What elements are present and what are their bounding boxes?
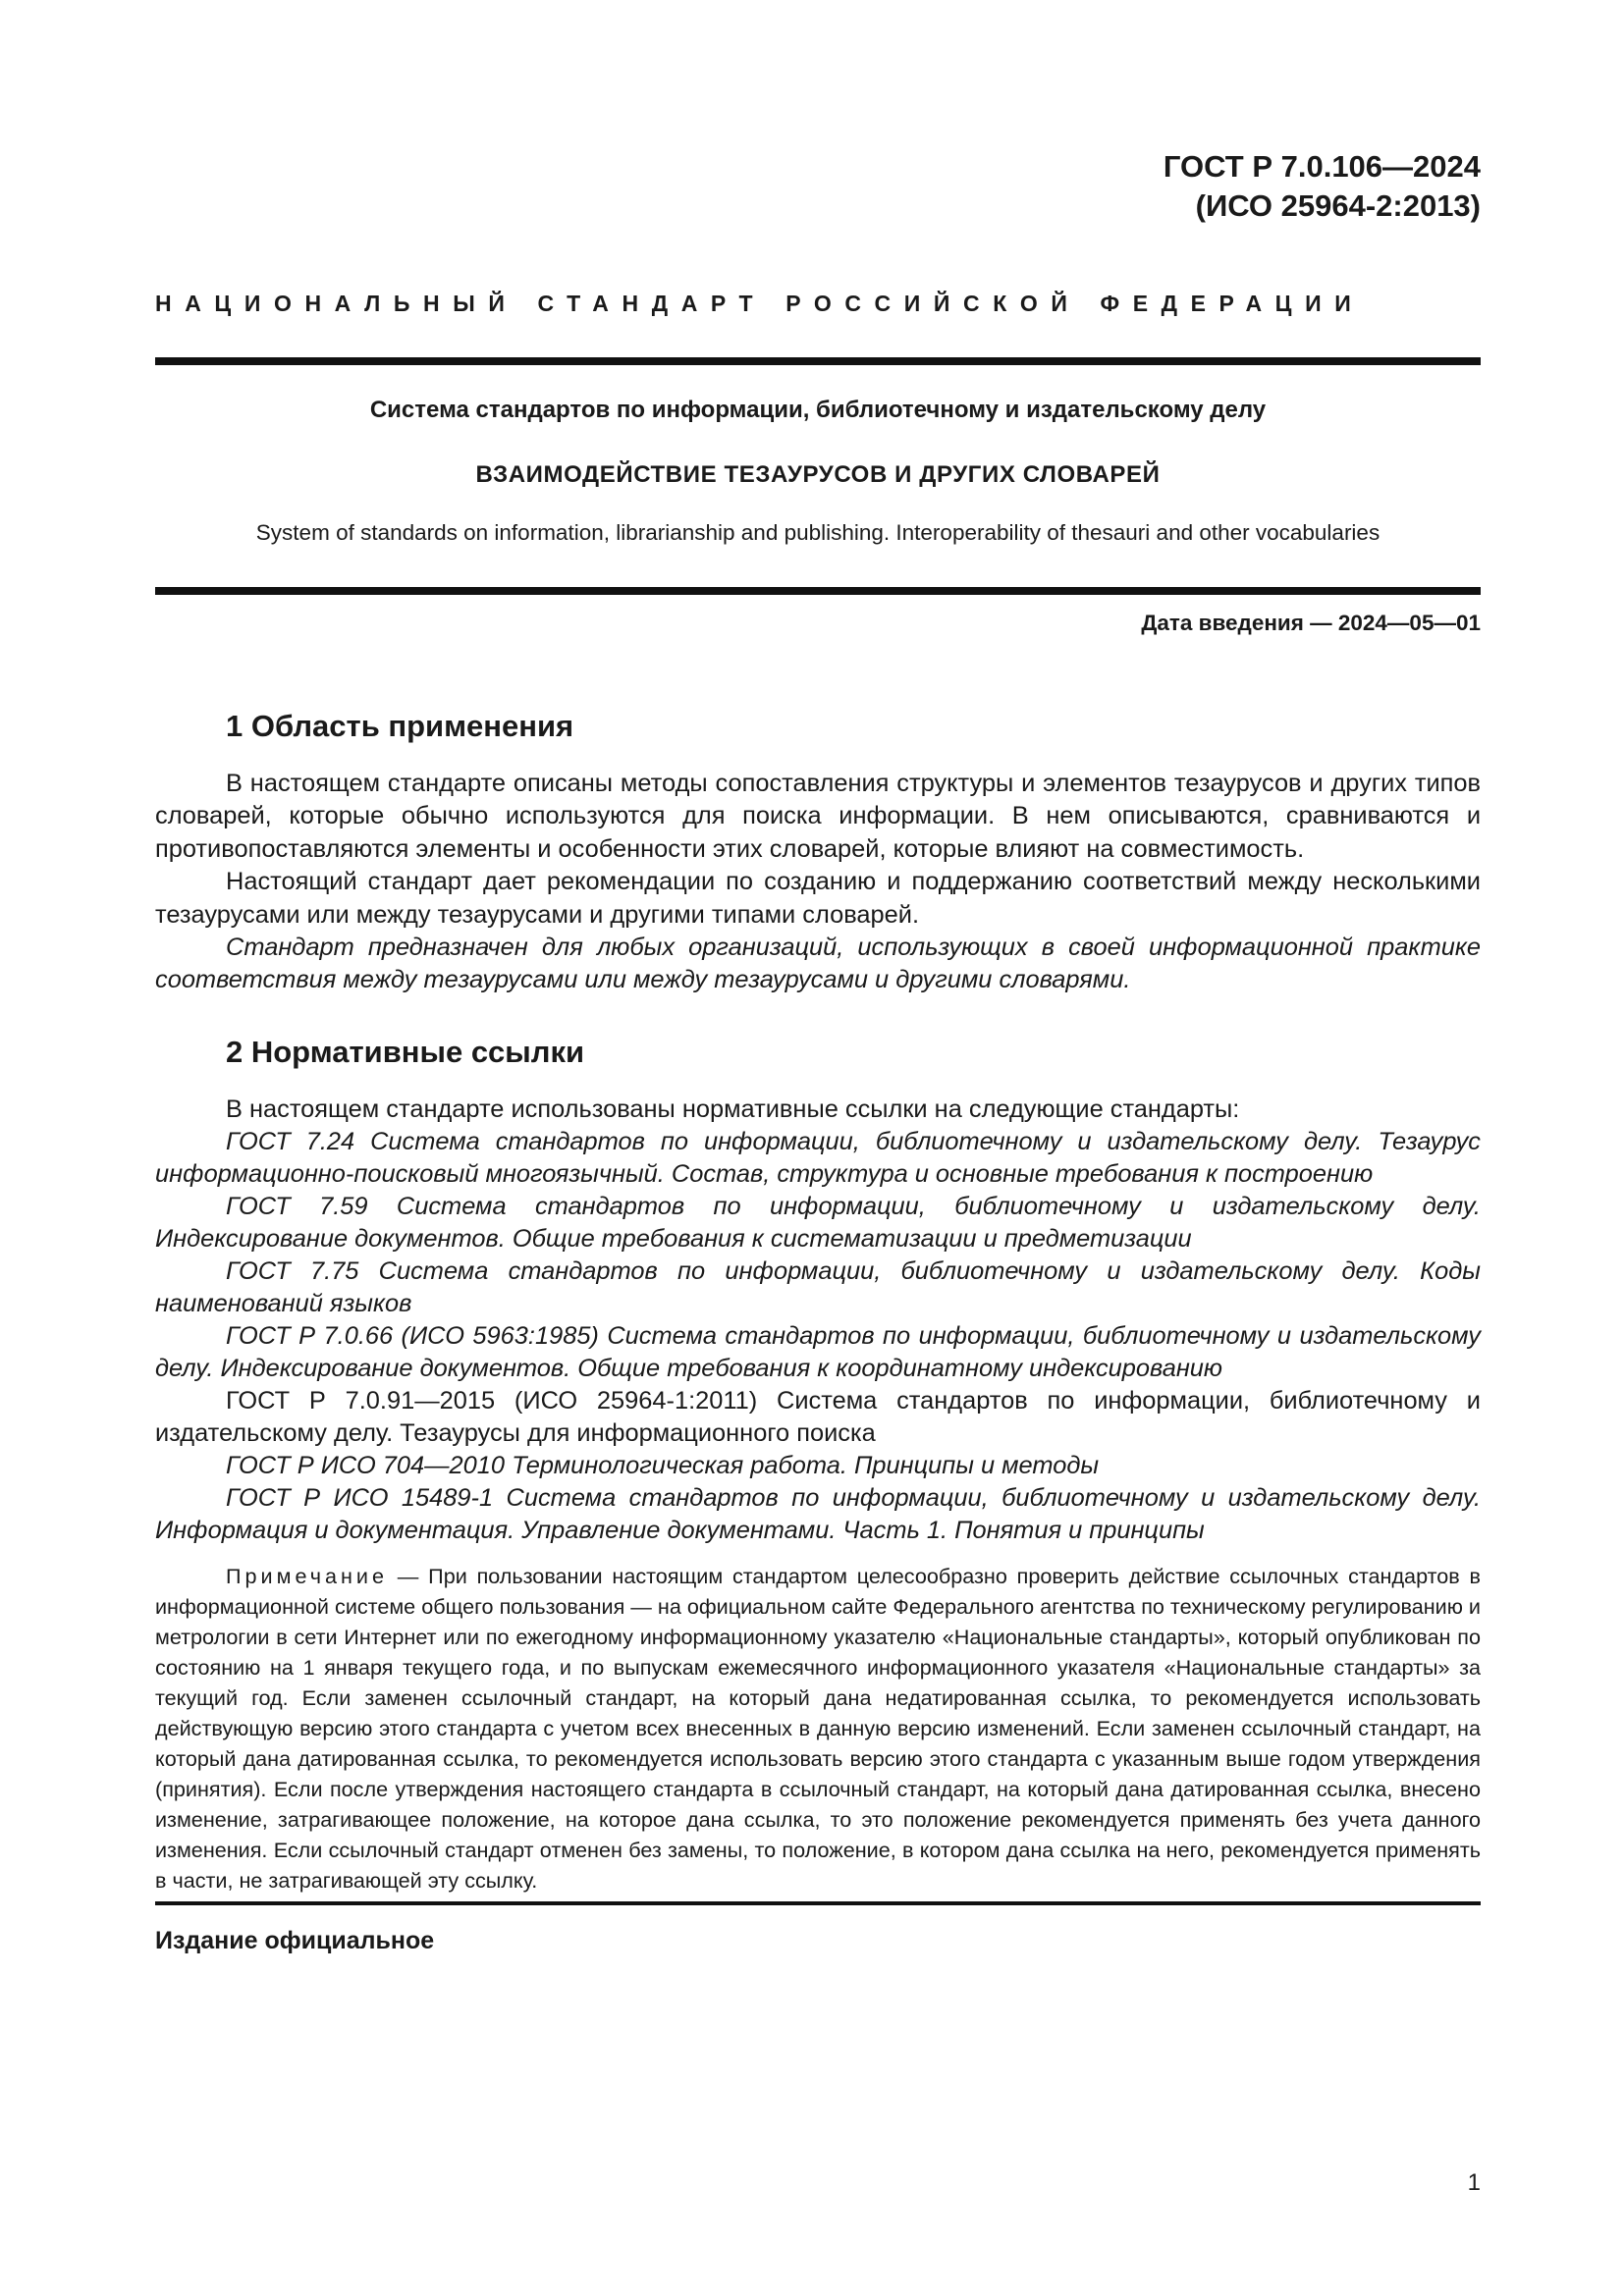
note-rule <box>155 1901 1481 1905</box>
main-title: ВЗАИМОДЕЙСТВИЕ ТЕЗАУРУСОВ И ДРУГИХ СЛОВАРЕЙ <box>475 461 1161 488</box>
introduction-date: Дата введения — 2024—05—01 <box>1141 611 1481 635</box>
series-title: Система стандартов по информации, библиотечному и издательскому делу <box>369 397 1267 423</box>
references-intro: В настоящем стандарте использованы нормативные ссылки на следующие стандарты: <box>226 1095 1240 1123</box>
standard-designation <box>1164 147 1481 226</box>
section-1-heading: 1 Область применения <box>226 709 574 743</box>
document-body <box>155 707 1481 1955</box>
normative-references <box>155 1094 1481 1547</box>
page-number: 1 <box>1467 2169 1481 2196</box>
reference-item: ГОСТ Р 7.0.91—2015 (ИСО 25964-1:2011) Система стандартов по информации, библиотечному и издательскому делу. Тезаурусы для информационного поиска <box>155 1386 1481 1447</box>
section-1-paragraph: Стандарт предназначен для любых организаций, использующих в своей информационной практике соответствия между тезаурусами или между тезаурусами и другими словарями. <box>155 934 1481 994</box>
english-title: System of standards on information, librarianship and publishing. Interoperability of thesauri and other vocabularies <box>255 520 1380 545</box>
note-label: Примечание <box>226 1563 388 1588</box>
reference-item: ГОСТ Р ИСО 704—2010 Терминологическая работа. Принципы и методы <box>226 1451 1100 1479</box>
reference-item: ГОСТ 7.24 Система стандартов по информации, библиотечному и издательскому делу. Тезаурус информационно-поисковый многоязычный. Состав, структура и основные требования к построению <box>155 1127 1481 1188</box>
national-standard-banner: НАЦИОНАЛЬНЫЙ СТАНДАРТ РОССИЙСКОЙ ФЕДЕРАЦИИ <box>155 291 1365 316</box>
reference-item: ГОСТ 7.59 Система стандартов по информации, библиотечному и издательскому делу. Индексирование документов. Общие требования к систематизации и предметизации <box>155 1192 1481 1253</box>
header-rule-top <box>155 357 1481 365</box>
reference-item: ГОСТ Р ИСО 15489-1 Система стандартов по информации, библиотечному и издательскому делу. Информация и документация. Управление документами. Часть 1. Понятия и принципы <box>155 1483 1481 1544</box>
section-1-paragraph: В настоящем стандарте описаны методы сопоставления структуры и элементов тезаурусов и других типов словарей, которые обычно используются для поиска информации. В нем описываются, сравниваются и противопоставляются элементы и особенности этих словарей, которые влияют на совместимость. <box>155 770 1481 863</box>
note-block <box>155 1561 1481 1896</box>
note-text: — При пользовании настоящим стандартом целесообразно проверить действие ссылочных стандартов в информационной системе общего пользования — на официальном сайте Федерального агентства по техническому регулированию и метрологии в сети Интернет или по ежегодному информационному указателю «Национальные стандарты», который опубликован по состоянию на 1 января текущего года, и по выпускам ежемесячного информационного указателя «Национальные стандарты» за текущий год. Если заменен ссылочный стандарт, на который дана недатированная ссылка, то рекомендуется использовать действующую версию этого стандарта с учетом всех внесенных в данную версию изменений. Если заменен ссылочный стандарт, на который дана датированная ссылка, то рекомендуется использовать версию этого стандарта с указанным выше годом утверждения (принятия). Если после утверждения настоящего стандарта в ссылочный стандарт, на который дана датированная ссылка, внесено изменение, затрагивающее положение, на которое дана ссылка, то это положение рекомендуется применять без учета данного изменения. Если ссылочный стандарт отменен без замены, то положение, в котором дана ссылка на него, рекомендуется применять в части, не затрагивающей эту ссылку. <box>155 1563 1481 1893</box>
designation-number: ГОСТ Р 7.0.106—2024 <box>1163 149 1481 184</box>
section-1-paragraph: Настоящий стандарт дает рекомендации по созданию и поддержанию соответствий между несколькими тезаурусами или между тезаурусами и другими типами словарей. <box>155 868 1481 929</box>
official-edition-label: Издание официальное <box>155 1926 435 1954</box>
reference-item: ГОСТ 7.75 Система стандартов по информации, библиотечному и издательскому делу. Коды наименований языков <box>155 1256 1481 1317</box>
designation-iso: (ИСО 25964-2:2013) <box>1195 188 1481 223</box>
section-2-heading: 2 Нормативные ссылки <box>226 1034 585 1069</box>
reference-item: ГОСТ Р 7.0.66 (ИСО 5963:1985) Система стандартов по информации, библиотечному и издательскому делу. Индексирование документов. Общие требования к координатному индексированию <box>155 1321 1481 1382</box>
header-rule-bottom <box>155 587 1481 595</box>
